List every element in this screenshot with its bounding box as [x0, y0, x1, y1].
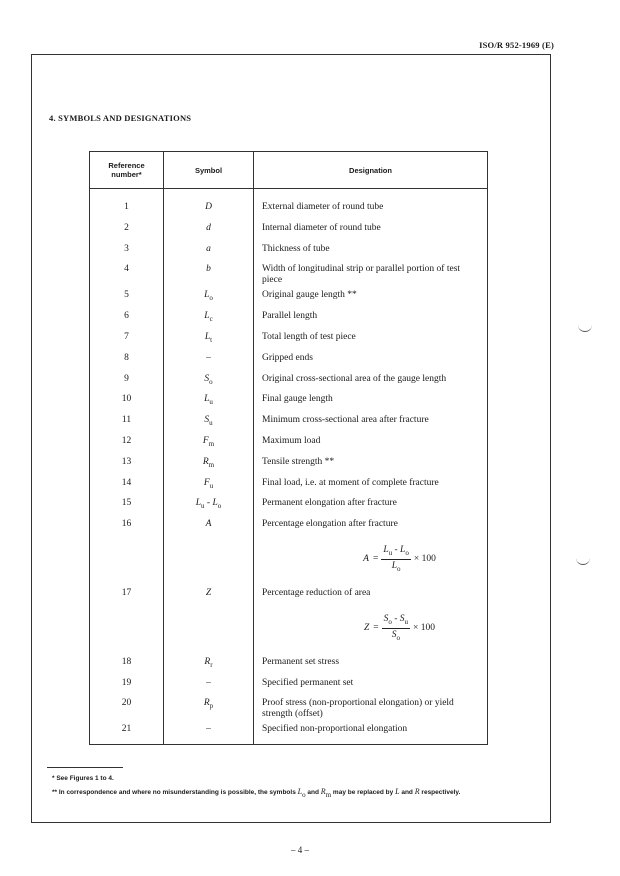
symbol: $L_u - L_o$	[164, 497, 254, 518]
symbols-table	[89, 151, 488, 745]
symbol: –	[164, 352, 254, 373]
designation: Permanent set stress	[254, 656, 488, 677]
reference-number: 3	[90, 243, 164, 264]
margin-mark	[576, 558, 590, 565]
designation: External diameter of round tube	[254, 201, 488, 222]
reference-number: 2	[90, 222, 164, 243]
table-row	[90, 263, 488, 289]
reference-number: 9	[90, 373, 164, 394]
designation: Thickness of tube	[254, 243, 488, 264]
designation: Original gauge length **	[254, 289, 488, 310]
designation: Permanent elongation after fracture	[254, 497, 488, 518]
reference-number: 13	[90, 456, 164, 477]
designation: Tensile strength **	[254, 456, 488, 477]
symbol: a	[164, 243, 254, 264]
table-row	[90, 222, 488, 243]
symbol: $R_r$	[164, 656, 254, 677]
symbol: $F_m$	[164, 435, 254, 456]
margin-mark	[578, 325, 592, 332]
designation: Final load, i.e. at moment of complete fracture	[254, 477, 488, 498]
symbol: A	[164, 518, 254, 539]
symbol: $R_m$	[164, 456, 254, 477]
table-row	[90, 656, 488, 677]
table-row	[90, 608, 488, 656]
reference-number: 15	[90, 497, 164, 518]
designation: Minimum cross-sectional area after fracture	[254, 414, 488, 435]
symbol: –	[164, 677, 254, 698]
table-row	[90, 456, 488, 477]
designation: Gripped ends	[254, 352, 488, 373]
table-row	[90, 331, 488, 352]
table-row	[90, 373, 488, 394]
table-row	[90, 189, 488, 202]
designation: Specified non-proportional elongation	[254, 723, 488, 744]
designation: Percentage reduction of area	[254, 587, 488, 608]
reference-number: 14	[90, 477, 164, 498]
symbol: $S_o$	[164, 373, 254, 394]
reference-number: 21	[90, 723, 164, 744]
table-row	[90, 243, 488, 264]
reference-number: 11	[90, 414, 164, 435]
designation: Internal diameter of round tube	[254, 222, 488, 243]
table-row	[90, 477, 488, 498]
table-body	[90, 189, 488, 745]
symbol: $S_u$	[164, 414, 254, 435]
reference-number: 5	[90, 289, 164, 310]
symbol: Z	[164, 587, 254, 608]
designation: Maximum load	[254, 435, 488, 456]
symbol: $L_o$	[164, 289, 254, 310]
document-id: ISO/R 952-1969 (E)	[479, 40, 554, 50]
symbol: $R_p$	[164, 697, 254, 723]
footnote-2: ** In correspondence and where no misunderstanding is possible, the symbols $L_o$ and $R_m$ may be replaced by L and R respectively.	[52, 787, 461, 799]
table-row	[90, 587, 488, 608]
table-row	[90, 723, 488, 744]
table-row	[90, 697, 488, 723]
designation: Original cross-sectional area of the gauge length	[254, 373, 488, 394]
reference-number: 4	[90, 263, 164, 289]
reference-number: 6	[90, 310, 164, 331]
table-row	[90, 393, 488, 414]
footnotes	[52, 772, 460, 802]
table-row	[90, 497, 488, 518]
table-row	[90, 414, 488, 435]
designation: Parallel length	[254, 310, 488, 331]
table-row	[90, 289, 488, 310]
section-title: 4. SYMBOLS AND DESIGNATIONS	[49, 113, 192, 123]
header-reference: Reference number*	[90, 152, 164, 189]
table-row	[90, 677, 488, 698]
designation: Total length of test piece	[254, 331, 488, 352]
reference-number: 7	[90, 331, 164, 352]
designation: Width of longitudinal strip or parallel portion of test piece	[254, 263, 488, 289]
designation: Percentage elongation after fracture	[254, 518, 488, 539]
designation: Specified permanent set	[254, 677, 488, 698]
symbol: $F_u$	[164, 477, 254, 498]
table-row	[90, 201, 488, 222]
formula-z: Z = $\frac{S_o - S_u}{S_o}$ × 100	[363, 613, 436, 642]
designation: Proof stress (non-proportional elongation) or yield strength (offset)	[254, 697, 488, 723]
symbol: b	[164, 263, 254, 289]
table-row	[90, 352, 488, 373]
reference-number: 17	[90, 587, 164, 608]
footnote-rule	[47, 767, 123, 768]
header-symbol: Symbol	[164, 152, 254, 189]
symbol: $L_c$	[164, 310, 254, 331]
reference-number: 8	[90, 352, 164, 373]
header-designation: Designation	[254, 152, 488, 189]
table-row	[90, 310, 488, 331]
formula-a: A = $\frac{L_u - L_o}{L_o}$ × 100	[363, 544, 436, 573]
reference-number: 10	[90, 393, 164, 414]
table-row	[90, 435, 488, 456]
page-number: – 4 –	[291, 845, 309, 855]
table-row	[90, 539, 488, 587]
symbol: $L_u$	[164, 393, 254, 414]
symbol: $L_t$	[164, 331, 254, 352]
symbol: D	[164, 201, 254, 222]
symbol: d	[164, 222, 254, 243]
reference-number: 18	[90, 656, 164, 677]
reference-number: 19	[90, 677, 164, 698]
reference-number: 12	[90, 435, 164, 456]
designation: Final gauge length	[254, 393, 488, 414]
reference-number: 20	[90, 697, 164, 723]
footnote-1: * See Figures 1 to 4.	[52, 775, 114, 782]
reference-number: 1	[90, 201, 164, 222]
table-row	[90, 518, 488, 539]
symbol: –	[164, 723, 254, 744]
reference-number: 16	[90, 518, 164, 539]
